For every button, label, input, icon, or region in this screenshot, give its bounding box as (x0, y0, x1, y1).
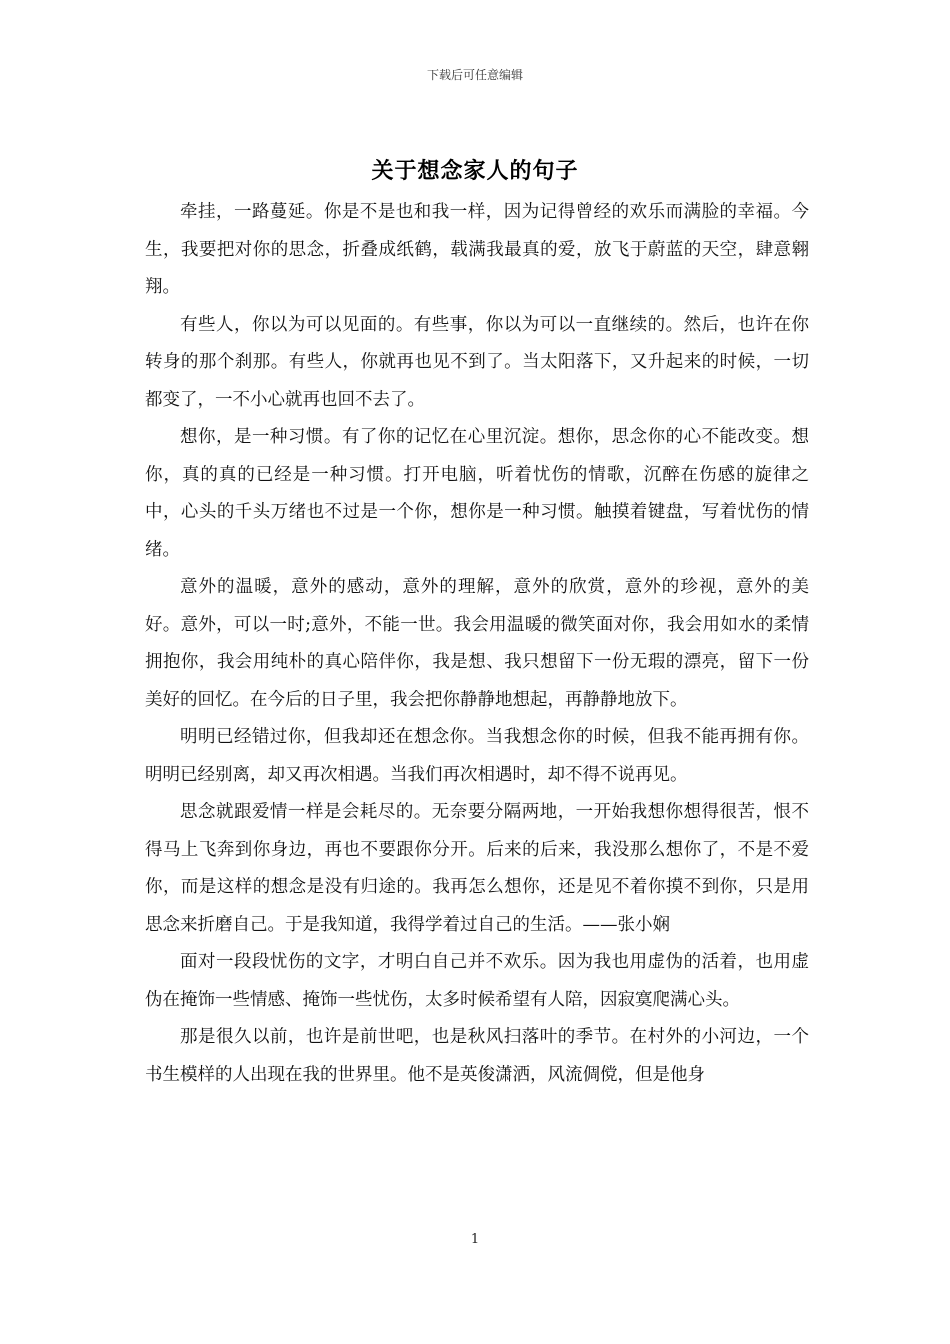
paragraph: 牵挂，一路蔓延。你是不是也和我一样，因为记得曾经的欢乐而满脸的幸福。今生，我要把对你的思念，折叠成纸鹤，载满我最真的爱，放飞于蔚蓝的天空，肆意翱翔。 (145, 202, 809, 297)
page-number: 1 (470, 1232, 480, 1247)
paragraph: 那是很久以前，也许是前世吧，也是秋风扫落叶的季节。在村外的小河边，一个书生模样的人出现在我的世界里。他不是英俊潇洒，风流倜傥，但是他身 (145, 1027, 809, 1085)
paragraph: 思念就跟爱情一样是会耗尽的。无奈要分隔两地，一开始我想你想得很苦，恨不得马上飞奔到你身边，再也不要跟你分开。后来的后来，我没那么想你了，不是不爱你，而是这样的想念是没有归途的。我再怎么想你，还是见不着你摸不到你，只是用思念来折磨自己。于是我知道，我得学着过自己的生活。——张小娴 (145, 802, 809, 935)
paragraph: 有些人，你以为可以见面的。有些事，你以为可以一直继续的。然后，也许在你转身的那个刹那。有些人，你就再也见不到了。当太阳落下，又升起来的时候，一切都变了，一不小心就再也回不去了。 (145, 314, 809, 410)
paragraph: 想你，是一种习惯。有了你的记忆在心里沉淀。想你，思念你的心不能改变。想你，真的真的已经是一种习惯。打开电脑，听着忧伤的情歌，沉醉在伤感的旋律之中，心头的千头万绪也不过是一个你，想你是一种习惯。触摸着键盘，写着忧伤的情绪。 (145, 427, 809, 560)
paragraph: 明明已经错过你，但我却还在想念你。当我想念你的时候，但我不能再拥有你。明明已经别离，却又再次相遇。当我们再次相遇时，却不得不说再见。 (145, 727, 809, 785)
document-body (145, 194, 809, 1094)
page-header: 下载后可任意编辑 (426, 68, 523, 82)
paragraph: 意外的温暖，意外的感动，意外的理解，意外的欣赏，意外的珍视，意外的美好。意外，可以一时;意外，不能一世。我会用温暖的微笑面对你，我会用如水的柔情拥抱你，我会用纯朴的真心陪伴你，我是想、我只想留下一份无瑕的漂亮，留下一份美好的回忆。在今后的日子里，我会把你静静地想起，再静静地放下。 (145, 577, 809, 710)
document-title: 关于想念家人的句子 (371, 158, 579, 184)
paragraph: 面对一段段忧伤的文字，才明白自己并不欢乐。因为我也用虚伪的活着，也用虚伪在掩饰一些情感、掩饰一些忧伤，太多时候希望有人陪，因寂寞爬满心头。 (145, 952, 809, 1010)
